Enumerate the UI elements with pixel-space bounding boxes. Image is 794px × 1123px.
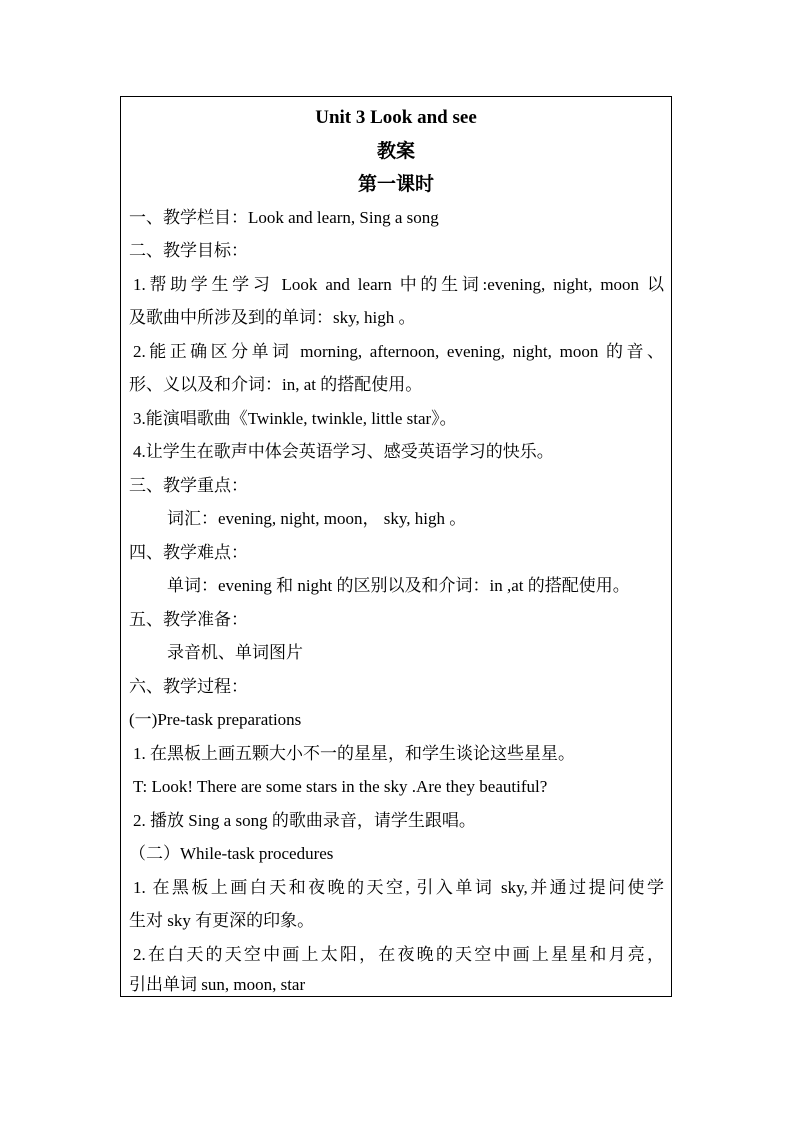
objective-4: 4.让学生在歌声中体会英语学习、感受英语学习的快乐。 (133, 442, 554, 461)
difficulties: 单词：evening 和 night 的区别以及和介词：in ,at 的搭配使用。 (167, 576, 630, 595)
while-task-step-2-line-1: 2.在白天的天空中画上太阳，在夜晚的天空中画上星星和月亮， (133, 945, 664, 964)
document-subtitle: 教案 (376, 141, 415, 162)
objective-2-line-1: 2.能正确区分单词 morning, afternoon, evening, night, moon 的音、 (133, 342, 664, 361)
while-task-step-1-line-1: 1. 在黑板上画白天和夜晚的天空, 引入单词 sky,并通过提问使学 (133, 878, 664, 897)
key-points: 词汇：evening, night, moon， sky, high 。 (167, 509, 467, 528)
objectives-heading: 二、教学目标： (129, 241, 248, 260)
while-task-step-1-line-2: 生对 sky 有更深的印象。 (129, 911, 315, 930)
objective-1-line-1: 1.帮助学生学习 Look and learn 中的生词:evening, night, moon 以 (133, 275, 664, 294)
process-heading: 六、教学过程： (129, 677, 248, 696)
objective-3: 3.能演唱歌曲《Twinkle, twinkle, little star》。 (133, 409, 457, 428)
while-task-heading: （二）While-task procedures (129, 844, 334, 863)
pre-task-dialogue: T: Look! There are some stars in the sky .Are they beautiful? (133, 777, 548, 796)
lesson-title: 第一课时 (357, 174, 434, 195)
objective-1-line-2: 及歌曲中所涉及到的单词：sky, high 。 (129, 308, 416, 327)
objective-2-line-2: 形、义以及和介词：in, at 的搭配使用。 (129, 375, 423, 394)
pre-task-step-1: 1. 在黑板上画五颗大小不一的星星，和学生谈论这些星星。 (133, 744, 575, 763)
unit-title: Unit 3 Look and see (315, 107, 477, 128)
while-task-step-2-line-2: 引出单词 sun, moon, star (129, 975, 306, 994)
teaching-column: 一、教学栏目：Look and learn, Sing a song (129, 208, 439, 227)
difficulties-heading: 四、教学难点： (129, 543, 248, 562)
lesson-plan-box (120, 96, 672, 997)
preparation: 录音机、单词图片 (167, 643, 303, 662)
preparation-heading: 五、教学准备： (129, 610, 248, 629)
key-points-heading: 三、教学重点： (129, 476, 248, 495)
pre-task-step-2: 2. 播放 Sing a song 的歌曲录音，请学生跟唱。 (133, 811, 476, 830)
pre-task-heading: (一)Pre-task preparations (129, 710, 302, 729)
